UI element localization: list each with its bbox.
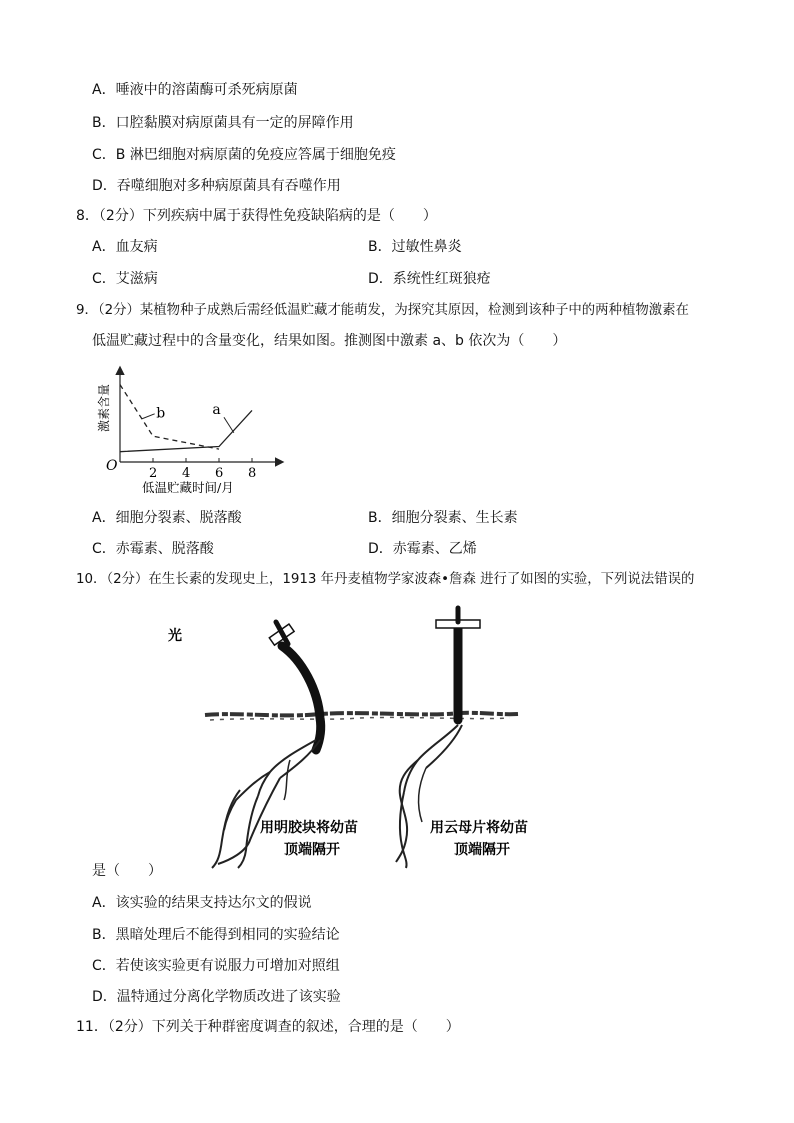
q9-option-d: D．赤霉素、乙烯 <box>368 541 477 557</box>
caption-left-line2: 顶端隔开 <box>284 842 340 858</box>
x-tick-label-2: 2 <box>149 466 158 481</box>
series-line-b <box>120 385 219 450</box>
q8-stem: 8．（2分）下列疾病中属于获得性免疫缺陷病的是（ ） <box>76 208 437 224</box>
caption-left-line1: 用明胶块将幼苗 <box>260 820 358 836</box>
x-axis-label: 低温贮藏时间/月 <box>142 480 234 495</box>
origin-label: O <box>106 458 118 474</box>
q7-option-d: D．吞噬细胞对多种病原菌具有吞噬作用 <box>92 178 341 194</box>
x-tick-label-8: 8 <box>248 466 257 481</box>
q10-option-b: B．黑暗处理后不能得到相同的实验结论 <box>92 927 340 943</box>
q8-option-c: C．艾滋病 <box>92 271 158 287</box>
q8-option-b: B．过敏性鼻炎 <box>368 239 462 255</box>
q10-option-a: A．该实验的结果支持达尔文的假说 <box>92 895 312 911</box>
q11-stem: 11．（2分）下列关于种群密度调查的叙述，合理的是（ ） <box>76 1019 460 1035</box>
tick-marks <box>153 458 252 462</box>
series-group <box>120 385 252 452</box>
q9-option-a: A．细胞分裂素、脱落酸 <box>92 510 242 526</box>
series-leader-a <box>224 417 234 432</box>
caption-right-line2: 顶端隔开 <box>454 842 510 858</box>
tick-labels <box>149 466 256 481</box>
caption-right-line1: 用云母片将幼苗 <box>430 820 528 836</box>
q10-stem-line1: 10．（2分）在生长素的发现史上，1913 年丹麦植物学家波森•詹森 进行了如图的实验，下列说法错误的 <box>76 572 695 587</box>
boysen-jensen-experiment-figure <box>160 600 530 875</box>
q8-option-a: A．血友病 <box>92 239 158 255</box>
x-tick-label-6: 6 <box>215 466 224 481</box>
q7-option-c: C．B 淋巴细胞对病原菌的免疫应答属于细胞免疫 <box>92 147 396 163</box>
q10-option-d: D．温特通过分离化学物质改进了该实验 <box>92 989 341 1005</box>
series-leader-b <box>141 414 154 419</box>
q9-stem-line1: 9．（2分）某植物种子成熟后需经低温贮藏才能萌发，为探究其原因，检测到该种子中的两种植物激素在 <box>76 303 689 318</box>
q10-option-c: C．若使该实验更有说服力可增加对照组 <box>92 958 340 974</box>
q7-option-a: A．唾液中的溶菌酶可杀死病原菌 <box>92 82 298 98</box>
q9-stem-line2: 低温贮藏过程中的含量变化，结果如图。推测图中激素 a、b 依次为（ ） <box>92 333 567 349</box>
x-tick-label-4: 4 <box>182 466 191 481</box>
q9-option-b: B．细胞分裂素、生长素 <box>368 510 518 526</box>
series-label-a: a <box>212 401 221 418</box>
q10-stem-line2: 是（ ） <box>92 863 162 879</box>
series-label-b: b <box>156 405 166 422</box>
light-label: 光 <box>168 628 182 644</box>
y-axis-label: 激素含量 <box>97 383 111 432</box>
q9-option-c: C．赤霉素、脱落酸 <box>92 541 214 557</box>
q8-option-d: D．系统性红斑狼疮 <box>368 271 491 287</box>
hormone-chart <box>88 362 298 502</box>
q7-option-b: B．口腔黏膜对病原菌具有一定的屏障作用 <box>92 115 354 131</box>
